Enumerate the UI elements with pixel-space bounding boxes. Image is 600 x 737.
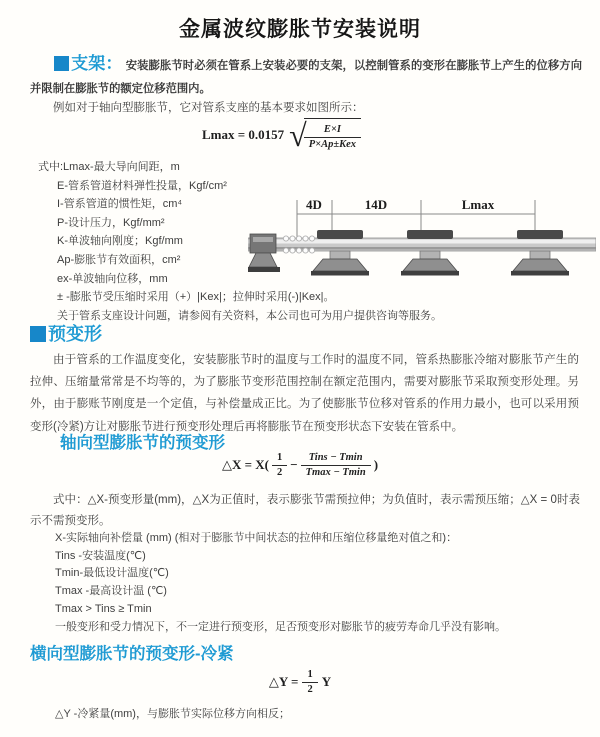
- definition-line: 式中:Lmax-最大导向间距，m: [38, 161, 180, 173]
- guide-support: [311, 230, 369, 276]
- lateral-subsection-heading: 横向型膨胀节的预变形-冷紧: [30, 645, 234, 663]
- lmax-formula-radicand: [304, 118, 361, 151]
- axial-predeform-formula: [222, 451, 378, 479]
- axial-definition-line: X-实际轴向补偿量 (mm) (相对于膨胀节中间状态的拉伸和压缩位移量绝对值之和)：: [55, 532, 458, 544]
- dx-formula-half-fraction: [272, 451, 287, 479]
- dy-formula-rhs: Y: [321, 674, 332, 690]
- guide-support: [511, 230, 569, 276]
- definition-line: 关于管系支座设计问题，请参阅有关资料，本公司也可为用户提供咨询等服务。: [57, 309, 442, 322]
- dx-formula-close-paren: ): [373, 457, 379, 473]
- dy-half-denominator: 2: [302, 682, 317, 697]
- support-section-heading: 支架：: [71, 54, 123, 73]
- dx-formula-lhs: △X = X(: [221, 457, 269, 473]
- support-intro-text: 安装膨胀节时必须在管系上安装必要的支架，以控制管系的变形在膨胀节上产生的位移方向并限制在膨胀节的额定位移范围内。: [30, 60, 583, 95]
- support-paragraph: [30, 52, 582, 101]
- dy-formula-half-fraction: [302, 668, 317, 696]
- dx-temp-numerator: Tins − Tmin: [308, 452, 363, 463]
- dx-formula-temp-fraction: [301, 451, 371, 479]
- dy-formula-note: △Y -冷紧量(mm)，与膨胀节实际位移方向相反；: [55, 708, 290, 720]
- definition-line: K-单波轴向刚度；Kgf/mm: [57, 235, 183, 248]
- section-bullet-square-icon: [30, 326, 46, 342]
- axial-definition-line: 一般变形和受力情况下，不一定进行预变形，足否预变形对膨胀节的疲劳寿命几乎没有影响。: [55, 620, 506, 633]
- definition-line: ex-单波轴向位移，mm: [57, 272, 168, 285]
- pipe-support-diagram: [248, 192, 596, 288]
- definition-line: E-管系管道材料弹性投量，Kgf/cm²: [57, 179, 227, 192]
- section-bullet-square-icon: [54, 56, 69, 71]
- dx-formula-minus: −: [290, 457, 298, 473]
- definition-line: I-管系管道的惯性矩，cm⁴: [57, 198, 183, 211]
- anchor-support: [248, 234, 280, 272]
- guide-support: [401, 230, 459, 276]
- predeform-section-heading: [30, 320, 102, 346]
- dim-label-4d: 4D: [306, 197, 322, 212]
- axial-definition-line: Tins -安装温度(℃): [55, 549, 146, 562]
- dy-half-numerator: 1: [307, 669, 313, 680]
- example-line: 例如对于轴向型膨胀节，它对管系支座的基本要求如图所示：: [53, 102, 364, 114]
- dx-formula-explanation: 式中：△X-预变形量(mm)，△X为正值时，表示膨张节需预拉伸；为负值时，表示需预压缩；△X = 0时表示不需预变形。: [30, 494, 580, 527]
- axial-subsection-heading: 轴向型膨胀节的预变形: [60, 434, 225, 452]
- definition-line: P-设计压力，Kgf/mm²: [57, 216, 165, 229]
- dim-label-lmax: Lmax: [461, 197, 495, 212]
- axial-definition-line: Tmin-最低设计温度(℃): [55, 567, 169, 580]
- lmax-formula-lhs: Lmax = 0.0157: [202, 126, 285, 142]
- axial-definition-list: [55, 530, 506, 636]
- square-root-icon: √: [289, 116, 307, 153]
- lmax-formula-denominator: P×Ap±Kex: [304, 137, 361, 152]
- page-title: 金属波纹膨胀节安装说明: [179, 18, 421, 41]
- lmax-formula-numerator: E×I: [323, 124, 341, 135]
- lmax-formula: [202, 118, 361, 151]
- dx-temp-denominator: Tmax − Tmin: [301, 465, 371, 480]
- dy-formula-lhs: △Y =: [268, 674, 299, 690]
- dim-label-14d: 14D: [364, 197, 388, 212]
- predeform-heading-text: 预变形: [48, 324, 102, 344]
- predeform-paragraph: 由于管系的工作温度变化，安装膨胀节时的温度与工作时的温度不同，管系热膨胀冷缩对膨胀节产生的拉伸、压缩量常常是不均等的，为了膨胀节变形范围控制在额定范围内，需要对膨胀节采取预变形处理。另外，由于膨账节刚度是一个定值，与补偿量成正比。为了使膨胀节位移对管系的作用力最小，也可以采用预变形(冷紧)方让对膨胀节进行预变形处理后再将膨胀节在预变形状态下安装在管系中。: [30, 354, 579, 433]
- lateral-predeform-formula: [269, 668, 331, 696]
- axial-definition-line: Tmax > Tins ≥ Tmin: [55, 602, 152, 615]
- dx-half-numerator: 1: [276, 452, 283, 463]
- axial-definition-line: Tmax -最高设计温 (℃): [55, 585, 167, 598]
- dx-half-denominator: 2: [272, 465, 287, 480]
- definition-line: ± -膨胀节受压缩时采用（+）|Kex|；拉伸时采用(-)|Kex|。: [57, 291, 335, 304]
- definition-line: Ap-膨胀节有效面积，cm²: [57, 253, 181, 266]
